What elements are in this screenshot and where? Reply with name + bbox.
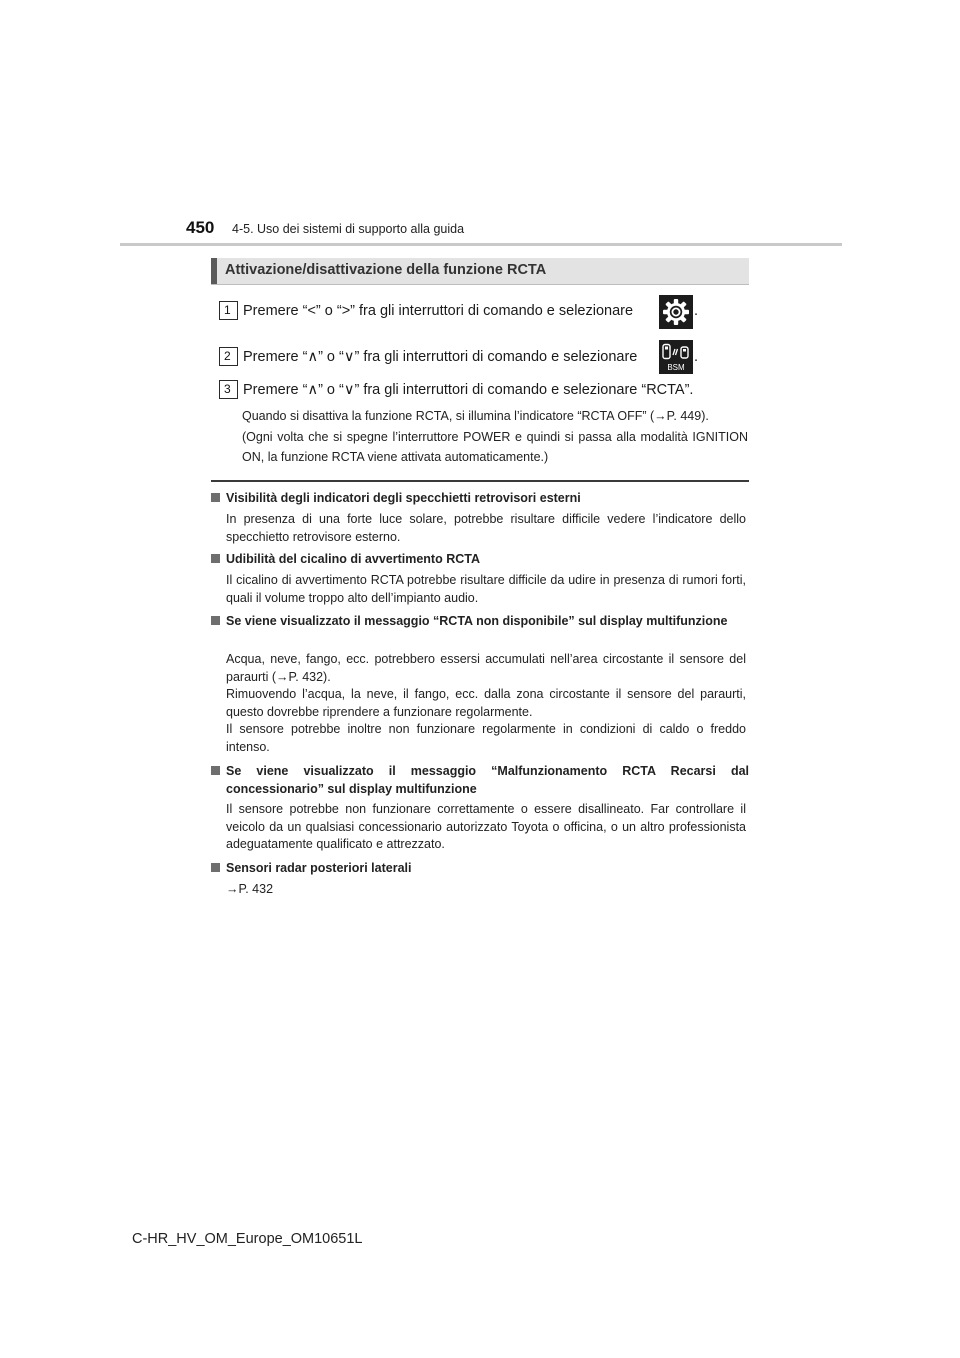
page-number: 450	[186, 218, 215, 237]
subsection-2-title-text: Udibilità del cicalino di avvertimento RCTA	[226, 552, 480, 566]
step-2-instruction: Premere “∧” o “∨” fra gli interruttori di comando e selezionare	[243, 349, 638, 365]
subsection-4-body	[226, 801, 746, 854]
bsm-icon-label: BSM	[667, 362, 685, 372]
header-divider	[120, 243, 842, 246]
subsection-5-reference: →P. 432	[226, 882, 274, 896]
bsm-icon	[659, 340, 693, 374]
gear-icon	[659, 295, 693, 329]
section-heading-accent	[211, 258, 217, 284]
step-2-badge: 2	[219, 347, 238, 366]
subsection-1-title	[211, 489, 749, 507]
section-divider	[211, 480, 749, 482]
section-heading	[211, 258, 749, 284]
bullet-square-icon	[211, 493, 220, 502]
subsection-5-body	[226, 881, 746, 899]
note-line-1: Quando si disattiva la funzione RCTA, si illumina l’indicatore “RCTA OFF” (→P. 449).	[242, 409, 709, 423]
step-1-suffix: .	[694, 303, 699, 319]
step-1-text	[243, 303, 633, 319]
document-code: C-HR_HV_OM_Europe_OM10651L	[132, 1231, 363, 1247]
step-2-text	[243, 349, 637, 365]
subsection-3-paragraph-2: Rimuovendo l’acqua, la neve, il fango, ecc. dalla zona circostante il sensore del paraurti, questo dovrebbe riprendere a funzionare regolarmente.	[226, 687, 746, 719]
subsection-1-paragraph: In presenza di una forte luce solare, potrebbe risultare difficile vedere l’indicatore dello specchietto retrovisore esterno.	[226, 512, 746, 544]
subsection-4-paragraph: Il sensore potrebbe non funzionare correttamente o essere disallineato. Far controllare il veicolo da un qualsiasi concessionario autorizzato Toyota o officina, o un altro professionista adeguatamente qualificato e attrezzato.	[226, 802, 746, 851]
subsection-2-body	[226, 572, 746, 607]
subsection-1-body	[226, 511, 746, 546]
subsection-5-title	[211, 859, 749, 877]
subsection-3-paragraph-1: Acqua, neve, fango, ecc. potrebbero essersi accumulati nell’area circostante il sensore del paraurti (→P. 432).	[226, 652, 746, 684]
bullet-square-icon	[211, 616, 220, 625]
subsection-1-title-text: Visibilità degli indicatori degli specchietti retrovisori esterni	[226, 491, 581, 505]
subsection-3-paragraph-3: Il sensore potrebbe inoltre non funzionare regolarmente in condizioni di caldo o freddo intenso.	[226, 722, 746, 754]
subsection-3-body	[226, 651, 746, 756]
subsection-3-title	[211, 612, 749, 630]
section-underline	[211, 284, 749, 285]
chapter-title: 4-5. Uso dei sistemi di supporto alla guida	[232, 222, 465, 236]
subsection-2-title	[211, 550, 749, 568]
step-1-badge: 1	[219, 301, 238, 320]
bullet-square-icon	[211, 766, 220, 775]
subsection-4-title	[211, 762, 749, 798]
subsection-5-title-text: Sensori radar posteriori laterali	[226, 861, 412, 875]
note-line-2: (Ogni volta che si spegne l’interruttore POWER e quindi si passa alla modalità IGNITION ON, la funzione RCTA viene attivata automaticamente.)	[242, 430, 748, 464]
step-3-text: Premere “∧” o “∨” fra gli interruttori di comando e selezionare “RCTA”.	[243, 382, 694, 398]
section-title: Attivazione/disattivazione della funzione RCTA	[225, 262, 547, 278]
subsection-2-paragraph: Il cicalino di avvertimento RCTA potrebbe risultare difficile da udire in presenza di rumori forti, quali il volume troppo alto dell’impianto audio.	[226, 573, 746, 605]
bullet-square-icon	[211, 554, 220, 563]
bullet-square-icon	[211, 863, 220, 872]
subsection-3-title-text: Se viene visualizzato il messaggio “RCTA non disponibile” sul display multifunzione	[226, 614, 728, 628]
subsection-4-title-text: Se viene visualizzato il messaggio “Malfunzionamento RCTA Recarsi dal concessionario” sul display multifunzione	[226, 764, 749, 796]
step-2-suffix: .	[694, 349, 699, 365]
step-1-instruction: Premere “<” o “>” fra gli interruttori di comando e selezionare	[243, 303, 634, 319]
step-3-badge: 3	[219, 380, 238, 399]
